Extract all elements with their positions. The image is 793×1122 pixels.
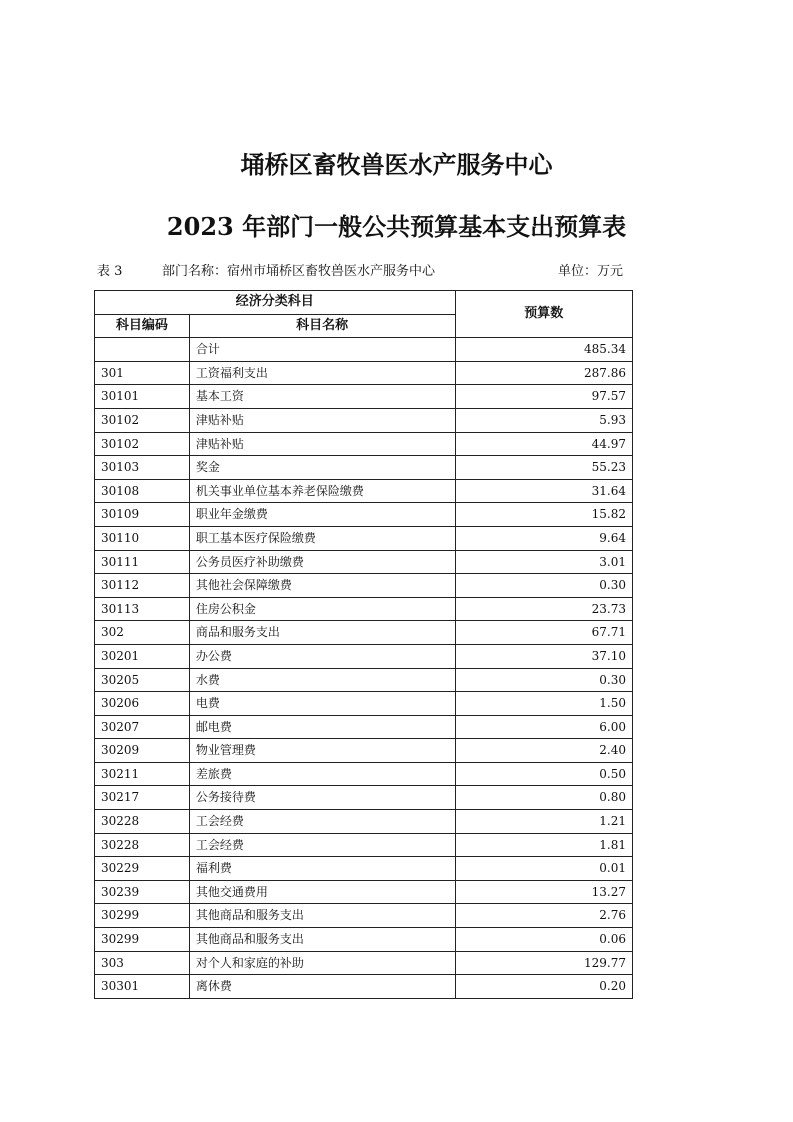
subject-code-cell: 30206 <box>95 692 190 716</box>
subject-code-cell: 30217 <box>95 786 190 810</box>
subject-code-cell: 30113 <box>95 597 190 621</box>
table-row <box>95 456 633 480</box>
subject-code-cell: 30108 <box>95 479 190 503</box>
subject-code-cell: 302 <box>95 621 190 645</box>
table-row <box>95 526 633 550</box>
table-row <box>95 597 633 621</box>
header-budget-amount: 预算数 <box>455 291 633 338</box>
budget-amount-cell: 5.93 <box>455 408 633 432</box>
table-row <box>95 715 633 739</box>
subject-name-cell: 邮电费 <box>189 715 455 739</box>
subject-code-cell: 30111 <box>95 550 190 574</box>
budget-amount-cell: 9.64 <box>455 526 633 550</box>
department-name: 部门名称：宿州市埇桥区畜牧兽医水产服务中心 <box>162 264 436 279</box>
subject-name-cell: 商品和服务支出 <box>189 621 455 645</box>
budget-amount-cell: 15.82 <box>455 503 633 527</box>
table-row <box>95 479 633 503</box>
subject-code-cell: 30301 <box>95 975 190 999</box>
table-row <box>95 574 633 598</box>
budget-amount-cell: 287.86 <box>455 361 633 385</box>
budget-amount-cell: 0.80 <box>455 786 633 810</box>
budget-amount-cell: 485.34 <box>455 338 633 362</box>
table-row <box>95 361 633 385</box>
table-row <box>95 810 633 834</box>
budget-amount-cell: 3.01 <box>455 550 633 574</box>
subject-name-cell: 离休费 <box>189 975 455 999</box>
subject-code-cell: 30299 <box>95 928 190 952</box>
table-row <box>95 833 633 857</box>
subject-code-cell: 30102 <box>95 432 190 456</box>
budget-amount-cell: 44.97 <box>455 432 633 456</box>
budget-amount-cell: 67.71 <box>455 621 633 645</box>
subject-code-cell: 30207 <box>95 715 190 739</box>
subject-code-cell <box>95 338 190 362</box>
subject-code-cell: 30101 <box>95 385 190 409</box>
subject-name-cell: 福利费 <box>189 857 455 881</box>
subject-name-cell: 水费 <box>189 668 455 692</box>
budget-amount-cell: 1.50 <box>455 692 633 716</box>
subject-name-cell: 差旅费 <box>189 762 455 786</box>
subject-code-cell: 30109 <box>95 503 190 527</box>
subject-name-cell: 其他商品和服务支出 <box>189 928 455 952</box>
table-row <box>95 928 633 952</box>
subject-code-cell: 30110 <box>95 526 190 550</box>
subject-name-cell: 公务员医疗补助缴费 <box>189 550 455 574</box>
budget-amount-cell: 1.81 <box>455 833 633 857</box>
budget-amount-cell: 13.27 <box>455 880 633 904</box>
budget-amount-cell: 6.00 <box>455 715 633 739</box>
table-row <box>95 503 633 527</box>
subject-name-cell: 工会经费 <box>189 810 455 834</box>
subject-code-cell: 30299 <box>95 904 190 928</box>
subject-name-cell: 其他社会保障缴费 <box>189 574 455 598</box>
subject-code-cell: 30228 <box>95 810 190 834</box>
subject-code-cell: 30211 <box>95 762 190 786</box>
budget-amount-cell: 2.40 <box>455 739 633 763</box>
subject-name-cell: 机关事业单位基本养老保险缴费 <box>189 479 455 503</box>
header-economic-classification: 经济分类科目 <box>95 291 456 315</box>
header-subject-name: 科目名称 <box>189 314 455 338</box>
unit-label: 单位：万元 <box>557 264 623 279</box>
budget-amount-cell: 37.10 <box>455 644 633 668</box>
subject-name-cell: 职工基本医疗保险缴费 <box>189 526 455 550</box>
budget-amount-cell: 0.30 <box>455 574 633 598</box>
table-row <box>95 668 633 692</box>
budget-amount-cell: 0.20 <box>455 975 633 999</box>
subject-name-cell: 对个人和家庭的补助 <box>189 951 455 975</box>
document-subtitle: 2023 年部门一般公共预算基本支出预算表 <box>166 212 627 241</box>
table-body <box>95 338 633 999</box>
table-row <box>95 762 633 786</box>
subject-name-cell: 住房公积金 <box>189 597 455 621</box>
budget-amount-cell: 2.76 <box>455 904 633 928</box>
budget-amount-cell: 0.30 <box>455 668 633 692</box>
subject-code-cell: 30228 <box>95 833 190 857</box>
subject-code-cell: 301 <box>95 361 190 385</box>
subject-name-cell: 津贴补贴 <box>189 432 455 456</box>
budget-amount-cell: 129.77 <box>455 951 633 975</box>
budget-amount-cell: 0.50 <box>455 762 633 786</box>
subject-name-cell: 电费 <box>189 692 455 716</box>
budget-amount-cell: 55.23 <box>455 456 633 480</box>
budget-amount-cell: 97.57 <box>455 385 633 409</box>
subject-code-cell: 30205 <box>95 668 190 692</box>
subject-code-cell: 30112 <box>95 574 190 598</box>
budget-amount-cell: 31.64 <box>455 479 633 503</box>
budget-amount-cell: 0.01 <box>455 857 633 881</box>
table-row <box>95 338 633 362</box>
table-row <box>95 385 633 409</box>
table-number: 表 3 <box>97 264 123 279</box>
table-row <box>95 692 633 716</box>
budget-amount-cell: 23.73 <box>455 597 633 621</box>
document-title: 埇桥区畜牧兽医水产服务中心 <box>240 150 553 179</box>
subject-code-cell: 303 <box>95 951 190 975</box>
table-row <box>95 857 633 881</box>
subject-name-cell: 合计 <box>189 338 455 362</box>
subject-code-cell: 30103 <box>95 456 190 480</box>
table-row <box>95 739 633 763</box>
subject-name-cell: 基本工资 <box>189 385 455 409</box>
table-row <box>95 880 633 904</box>
subject-name-cell: 办公费 <box>189 644 455 668</box>
table-row <box>95 904 633 928</box>
subject-code-cell: 30102 <box>95 408 190 432</box>
subject-code-cell: 30229 <box>95 857 190 881</box>
subject-name-cell: 其他商品和服务支出 <box>189 904 455 928</box>
subject-name-cell: 职业年金缴费 <box>189 503 455 527</box>
subject-name-cell: 工会经费 <box>189 833 455 857</box>
table-row <box>95 432 633 456</box>
table-row <box>95 550 633 574</box>
budget-table <box>94 290 633 999</box>
table-row <box>95 408 633 432</box>
subject-code-cell: 30209 <box>95 739 190 763</box>
table-row <box>95 951 633 975</box>
table-row <box>95 621 633 645</box>
budget-amount-cell: 0.06 <box>455 928 633 952</box>
subject-name-cell: 其他交通费用 <box>189 880 455 904</box>
subject-name-cell: 工资福利支出 <box>189 361 455 385</box>
header-subject-code: 科目编码 <box>95 314 190 338</box>
table-row <box>95 975 633 999</box>
subject-code-cell: 30239 <box>95 880 190 904</box>
budget-amount-cell: 1.21 <box>455 810 633 834</box>
table-row <box>95 644 633 668</box>
subject-name-cell: 奖金 <box>189 456 455 480</box>
table-row <box>95 786 633 810</box>
subject-name-cell: 公务接待费 <box>189 786 455 810</box>
subject-name-cell: 物业管理费 <box>189 739 455 763</box>
subject-name-cell: 津贴补贴 <box>189 408 455 432</box>
subject-code-cell: 30201 <box>95 644 190 668</box>
